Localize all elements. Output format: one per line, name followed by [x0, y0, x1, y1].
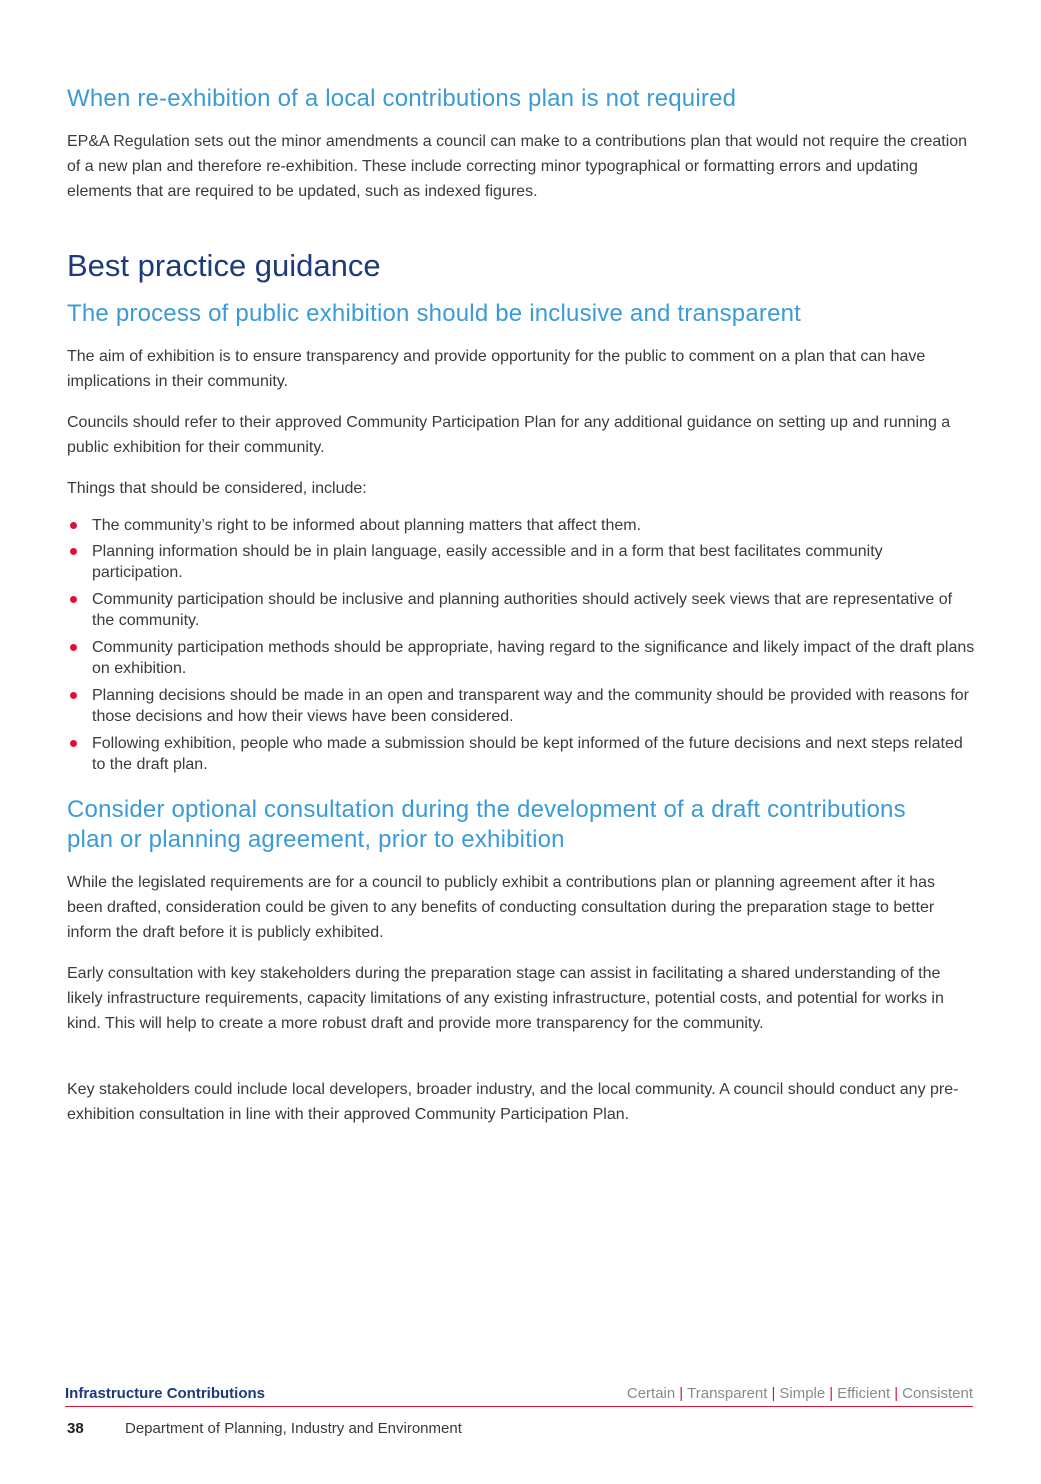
- bullet-dot-icon: [70, 692, 77, 699]
- bullet-dot-icon: [70, 596, 77, 603]
- page-title: Best practice guidance: [67, 248, 381, 283]
- considerations-list: [67, 515, 975, 781]
- list-item-text: Planning information should be in plain language, easily accessible and in a form that best facilitates community participation.: [92, 543, 883, 581]
- list-item-text: Community participation methods should be appropriate, having regard to the significance and likely impact of the draft plans on exhibition.: [92, 639, 975, 677]
- separator: |: [829, 1385, 834, 1402]
- list-item: [67, 637, 975, 679]
- list-item-text: Planning decisions should be made in an open and transparent way and the community should be provided with reasons for those decisions and how their views have been considered.: [92, 687, 969, 725]
- bullet-dot-icon: [70, 740, 77, 747]
- page-number: 38: [67, 1420, 84, 1437]
- value-simple: Simple: [779, 1385, 826, 1402]
- list-item: [67, 589, 975, 631]
- list-item: [67, 541, 975, 583]
- paragraph-early-consultation: Early consultation with key stakeholders during the preparation stage can assist in facilitating a shared understanding of the likely infrastructure requirements, capacity limitations of any existing infrastructure, potential costs, and potential for works in kind. This will help to create a more robust draft and provide more transparency for the community.: [67, 965, 944, 1032]
- list-item-text: The community’s right to be informed about planning matters that affect them.: [92, 517, 642, 534]
- paragraph-stakeholders: Key stakeholders could include local developers, broader industry, and the local community. A council should conduct any pre-exhibition consultation in line with their approved Community Participation Plan.: [67, 1081, 959, 1123]
- value-certain: Certain: [626, 1385, 676, 1402]
- department-name: Department of Planning, Industry and Environment: [125, 1420, 462, 1437]
- list-item: [67, 733, 975, 775]
- section-heading-re-exhibition: When re-exhibition of a local contributions plan is not required: [67, 85, 737, 112]
- bullet-dot-icon: [70, 644, 77, 651]
- bullet-dot-icon: [70, 522, 77, 529]
- paragraph-things: Things that should be considered, include:: [67, 480, 367, 497]
- separator: |: [679, 1385, 684, 1402]
- section-heading-public-exhibition: The process of public exhibition should be inclusive and transparent: [67, 300, 802, 327]
- footer-values: [627, 1384, 973, 1404]
- paragraph-re-exhibition: EP&A Regulation sets out the minor amendments a council can make to a contributions plan that would not require the creation of a new plan and therefore re-exhibition. These include correcting minor typographical or formatting errors and updating elements that are required to be updated, such as indexed figures.: [67, 133, 968, 200]
- list-item-text: Community participation should be inclusive and planning authorities should actively seek views that are representative of the community.: [92, 591, 953, 629]
- list-item: [67, 515, 975, 536]
- paragraph-legislated: While the legislated requirements are for a council to publicly exhibit a contributions plan or planning agreement after it has been drafted, consideration could be given to any benefits of conducting consultation during the preparation stage to better inform the draft before it is publicly exhibited.: [67, 874, 936, 941]
- footer-brand: Infrastructure Contributions: [65, 1385, 266, 1402]
- footer-bottom: [67, 1419, 975, 1441]
- footer-rule: [65, 1384, 973, 1407]
- separator: |: [771, 1385, 776, 1402]
- paragraph-councils: Councils should refer to their approved Community Participation Plan for any additional guidance on setting up and running a public exhibition for their community.: [67, 414, 951, 456]
- list-item: [67, 685, 975, 727]
- value-consistent: Consistent: [902, 1385, 973, 1402]
- separator: |: [894, 1385, 899, 1402]
- value-efficient: Efficient: [837, 1385, 891, 1402]
- value-transparent: Transparent: [687, 1385, 768, 1402]
- section-heading-consultation: Consider optional consultation during the development of a draft contributions plan or planning agreement, prior to exhibition: [67, 796, 906, 853]
- bullet-dot-icon: [70, 548, 77, 555]
- list-item-text: Following exhibition, people who made a submission should be kept informed of the future decisions and next steps related to the draft plan.: [92, 735, 963, 773]
- paragraph-aim: The aim of exhibition is to ensure transparency and provide opportunity for the public to comment on a plan that can have implications in their community.: [67, 348, 926, 390]
